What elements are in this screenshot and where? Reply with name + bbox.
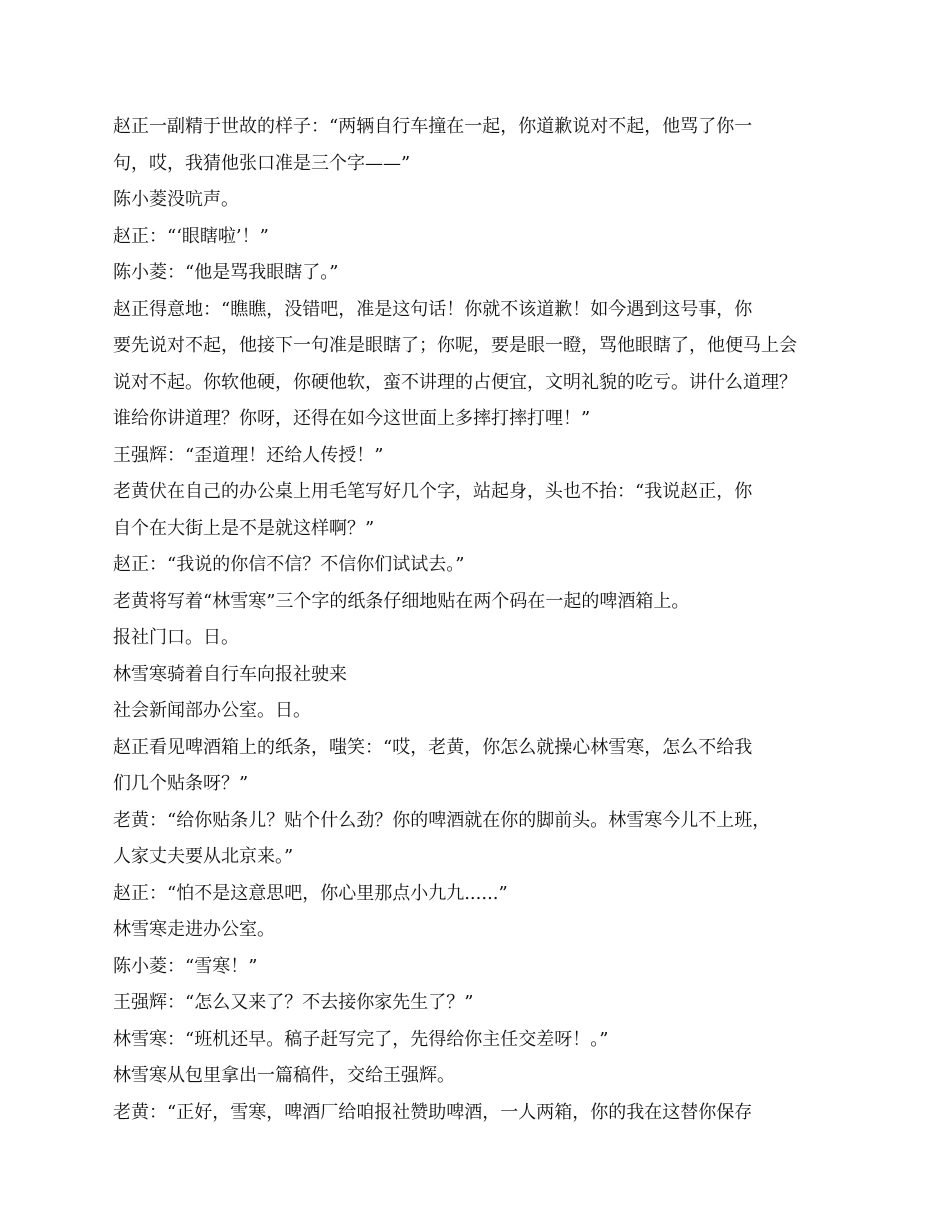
text-line: 王强辉：“怎么又来了？不去接你家先生了？”	[113, 992, 474, 1013]
text-line: 赵正一副精于世故的样子：“两辆自行车撞在一起，你道歉说对不起，他骂了你一	[113, 116, 753, 137]
text-line: 林雪寒从包里拿出一篇稿件，交给王强辉。	[113, 1065, 455, 1086]
text-line: 王强辉：“歪道理！还给人传授！”	[113, 444, 384, 466]
text-line: 老黄：“正好，雪寒，啤酒厂给咱报社赞助啤酒，一人两箱，你的我在这替你保存	[113, 1101, 753, 1123]
text-line: 赵正：“‘眼瞎啦’！”	[113, 225, 269, 247]
text-line: 社会新闻部办公室。日。	[113, 700, 311, 721]
text-line: 赵正：“怕不是这意思吧，你心里那点小九九......”	[113, 882, 508, 904]
text-line: 老黄伏在自己的办公桌上用毛笔写好几个字，站起身，头也不抬：“我说赵正，你	[113, 481, 753, 502]
text-line: 林雪寒：“班机还早。稿子赶写完了，先得给你主任交差呀！。”	[113, 1028, 609, 1050]
text-line: 人家丈夫要从北京来。”	[113, 846, 294, 867]
text-line: 赵正得意地：“瞧瞧，没错吧，准是这句话！你就不该道歉！如今遇到这号事，你	[113, 298, 753, 320]
text-line: 林雪寒走进办公室。	[113, 919, 275, 940]
text-line: 要先说对不起，他接下一句准是眼瞎了；你呢，要是眼一瞪，骂他眼瞎了，他便马上会	[113, 335, 797, 356]
text-line: 老黄将写着“林雪寒”三个字的纸条仔细地贴在两个码在一起的啤酒箱上。	[113, 590, 690, 612]
text-line: 句，哎，我猜他张口准是三个字——”	[113, 152, 411, 174]
text-line: 老黄：“给你贴条儿？贴个什么劲？你的啤酒就在你的脚前头。林雪寒今儿不上班，	[113, 809, 771, 831]
text-line: 陈小菱：“雪寒！”	[113, 955, 258, 977]
script-text-body	[113, 109, 833, 1131]
text-line: 自个在大街上是不是就这样啊？”	[113, 517, 375, 539]
text-line: 陈小菱没吭声。	[113, 189, 239, 210]
text-line: 说对不起。你软他硬，你硬他软，蛮不讲理的占便宜，文明礼貌的吃亏。讲什么道理？	[113, 371, 797, 393]
text-line: 陈小菱：“他是骂我眼瞎了。”	[113, 262, 339, 283]
text-line: 报社门口。日。	[113, 627, 239, 648]
text-line: 们几个贴条呀？”	[113, 773, 249, 794]
text-line: 赵正看见啤酒箱上的纸条，嗤笑：“哎，老黄，你怎么就操心林雪寒，怎么不给我	[113, 736, 753, 758]
text-line: 谁给你讲道理？你呀，还得在如今这世面上多摔打摔打哩！”	[113, 408, 591, 429]
text-line: 林雪寒骑着自行车向报社驶来	[113, 663, 347, 685]
text-line: 赵正：“我说的你信不信？不信你们试试去。”	[113, 554, 465, 575]
